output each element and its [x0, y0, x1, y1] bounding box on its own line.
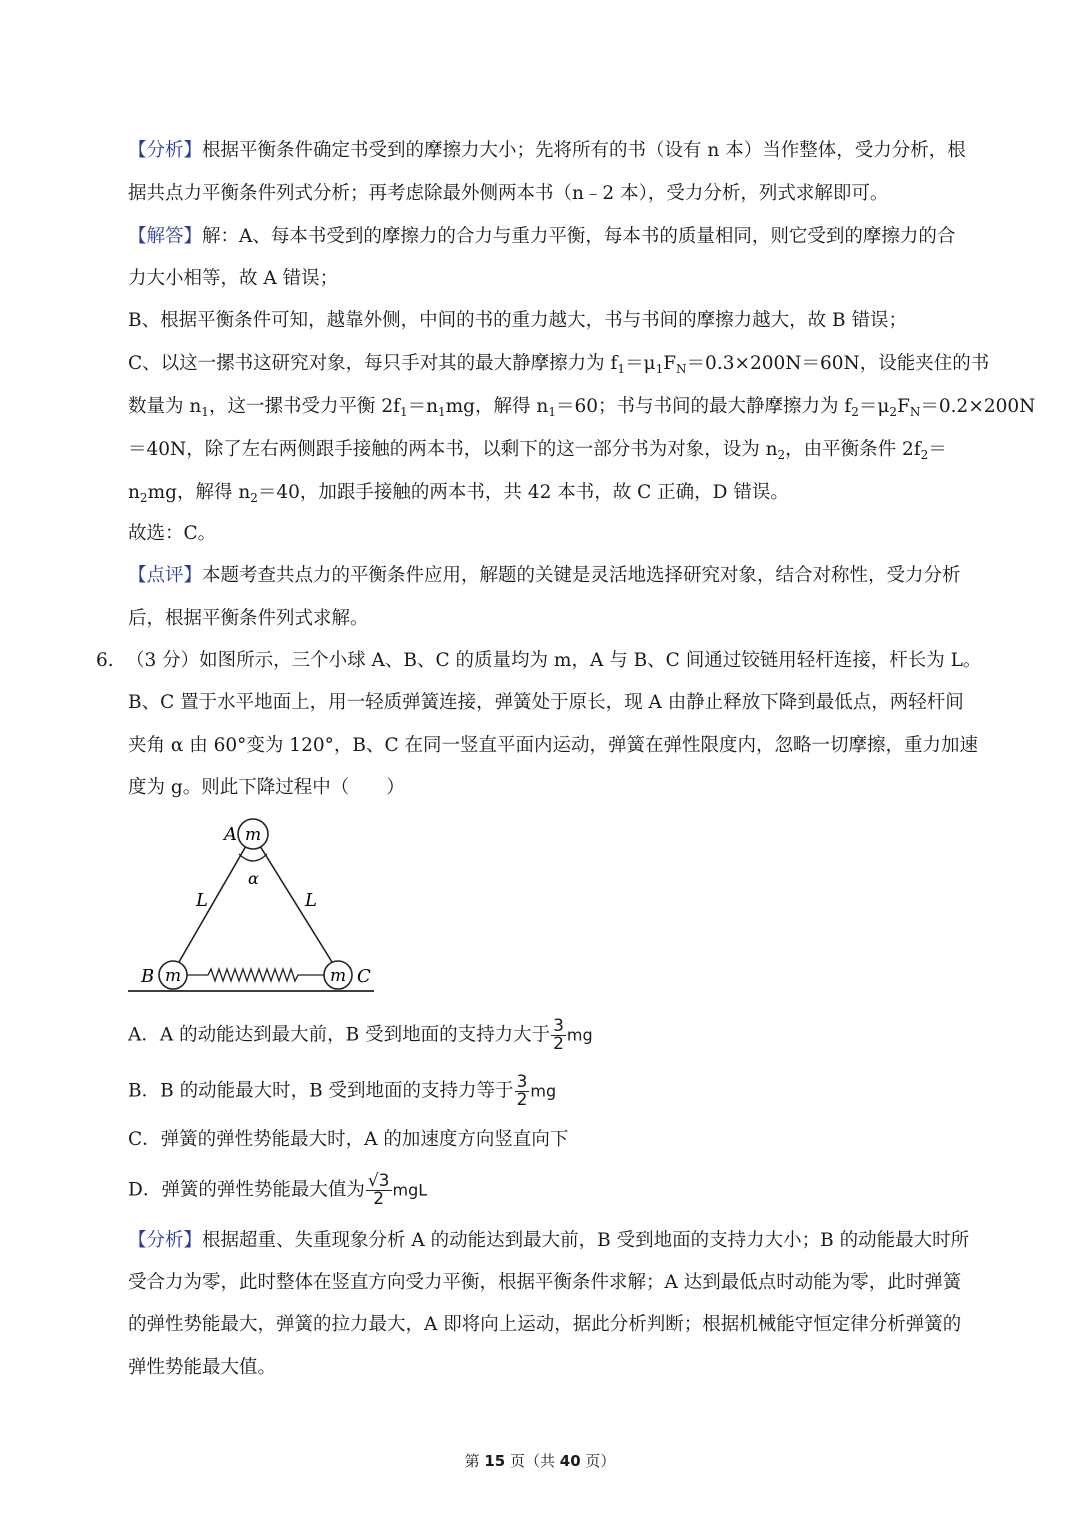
option-d-text: D．弹簧的弹性势能最大值为	[128, 1179, 365, 1201]
solution-paragraph	[128, 224, 955, 250]
option-c-text: C．弹簧的弹性势能最大时，A 的加速度方向竖直向下	[128, 1129, 569, 1150]
subscript: 1	[655, 362, 664, 376]
text-line: 弹性势能最大值。	[128, 1357, 277, 1378]
text: ＝60；书与书间的最大静摩擦力为 f	[555, 396, 852, 417]
text-line: 受合力为零，此时整体在竖直方向受力平衡，根据平衡条件求解；A 达到最低点时动能为零，此时弹簧	[128, 1272, 962, 1293]
spring	[186, 969, 324, 981]
footer-suffix: 页）	[580, 1452, 616, 1470]
solution-tag: 【解答】	[128, 226, 203, 247]
text: ＝40，加跟手接触的两本书，共 42 本书，故 C 正确，D 错误。	[257, 482, 789, 503]
option-c[interactable]	[128, 1127, 568, 1153]
text: ，这一摞书受力平衡 2f	[208, 396, 400, 417]
text-line: 度为 g。则此下降过程中（ ）	[128, 777, 405, 798]
subscript: 2	[920, 448, 929, 462]
text-line: 夹角 α 由 60°变为 120°，B、C 在同一竖直平面内运动，弹簧在弹性限度内，忽略一切摩擦，重力加速	[128, 735, 979, 756]
subscript: 2	[139, 491, 148, 505]
triangle-spring-figure	[126, 814, 378, 996]
text: （3 分）如图所示，三个小球 A、B、C 的质量均为 m，A 与 B、C 间通过铰链用轻杆连接，杆长为 L。	[126, 650, 982, 671]
subscript: 1	[399, 405, 408, 419]
subscript: 1	[201, 405, 209, 419]
fraction-sqrt3-halves	[366, 1173, 392, 1208]
text: n	[128, 482, 140, 503]
analysis-tag: 【分析】	[128, 1230, 203, 1251]
point-label-C: C	[357, 966, 371, 987]
text-line: 解：A、每本书受到的摩擦力的合力与重力平衡，每本书的质量相同，则它受到的摩擦力的合	[202, 226, 956, 247]
subscript: 2	[250, 491, 258, 505]
subscript: 2	[851, 405, 859, 419]
unit-mgL: mgL	[392, 1180, 428, 1200]
subscript: 2	[777, 448, 786, 462]
mass-label-C: m	[329, 966, 347, 986]
question-number: 6.	[96, 650, 114, 671]
numerator: 3	[516, 1072, 528, 1092]
text: ＝n	[407, 396, 438, 417]
fraction-three-halves	[551, 1018, 566, 1053]
footer-prefix: 第	[464, 1452, 485, 1470]
angle-label: α	[248, 869, 259, 888]
denominator: 2	[516, 1090, 528, 1110]
subscript: 2	[889, 405, 898, 419]
numerator: √3	[367, 1171, 390, 1191]
text: ＝0.2×200N	[920, 396, 1036, 417]
analysis-paragraph-2	[128, 1228, 969, 1254]
text: ＝40N，除了左右两侧跟手接触的两本书，以剩下的这一部分书为对象，设为 n	[128, 439, 778, 460]
text: ＝	[928, 439, 947, 460]
question-6-first-line	[96, 648, 981, 674]
rod-label-right: L	[305, 890, 317, 911]
text: 数量为 n	[128, 396, 202, 417]
text-line: 根据平衡条件确定书受到的摩擦力大小；先将所有的书（设有 n 本）当作整体，受力分析，根	[202, 140, 966, 161]
analysis-paragraph-1	[128, 138, 966, 164]
analysis-tag: 【分析】	[128, 140, 203, 161]
subscript: 1	[438, 405, 446, 419]
mass-label-B: m	[164, 966, 182, 986]
fraction-three-halves	[515, 1074, 530, 1109]
equation-line	[128, 437, 947, 463]
rod-right	[260, 846, 332, 962]
rod-label-left: L	[196, 890, 208, 911]
text-line: B、根据平衡条件可知，越靠外侧，中间的书的重力越大，书与书间的摩擦力越大，故 B 错误；	[128, 310, 907, 331]
rod-left	[179, 846, 246, 962]
text-line: 力大小相等，故 A 错误；	[128, 268, 339, 289]
option-d[interactable]	[128, 1173, 427, 1208]
numerator: 3	[553, 1016, 564, 1036]
option-a[interactable]	[128, 1018, 593, 1053]
answer-choice-line: 故选：C。	[128, 523, 217, 544]
denominator: 2	[373, 1189, 385, 1209]
subscript: 1	[548, 405, 556, 419]
point-label-B: B	[141, 966, 155, 987]
text-line: 根据超重、失重现象分析 A 的动能达到最大前，B 受到地面的支持力大小；B 的动能最大时所	[202, 1230, 970, 1251]
equation-line	[128, 351, 989, 377]
text-line: 的弹性势能最大，弹簧的拉力最大，A 即将向上运动，据此分析判断；根据机械能守恒定律分析弹簧的	[128, 1314, 962, 1335]
option-a-text: A．A 的动能达到最大前，B 受到地面的支持力大于	[128, 1024, 551, 1046]
denominator: 2	[553, 1034, 564, 1054]
option-b[interactable]	[128, 1074, 556, 1109]
subscript: 1	[617, 362, 626, 376]
text-line: 本题考查共点力的平衡条件应用，解题的关键是灵活地选择研究对象，结合对称性，受力分析	[202, 565, 961, 586]
page-number: 15	[484, 1452, 506, 1470]
text: mg，解得 n	[445, 396, 549, 417]
equation-line	[128, 480, 789, 506]
mass-label-A: m	[244, 825, 262, 845]
footer-mid: 页（共	[505, 1452, 560, 1470]
subscript: N	[676, 362, 687, 376]
text-line: 后，根据平衡条件列式求解。	[128, 608, 369, 629]
text-line: B、C 置于水平地面上，用一轻质弹簧连接，弹簧处于原长，现 A 由静止释放下降到最低点，两轻杆间	[128, 692, 964, 713]
text: ＝μ	[625, 353, 656, 374]
subscript: N	[909, 405, 921, 419]
text: F	[897, 396, 910, 417]
text: ，由平衡条件 2f	[785, 439, 921, 460]
text: mg，解得 n	[147, 482, 251, 503]
total-pages: 40	[559, 1452, 581, 1470]
comment-paragraph	[128, 563, 961, 589]
unit-mg: mg	[530, 1081, 557, 1101]
text-line: 据共点力平衡条件列式分析；再考虑除最外侧两本书（n﹣2 本），受力分析，列式求解即可。	[128, 183, 889, 204]
point-label-A: A	[224, 824, 237, 845]
unit-mg: mg	[566, 1025, 593, 1045]
text: F	[663, 353, 677, 374]
angle-arc	[239, 854, 267, 861]
text: ＝0.3×200N＝60N，设能夹住的书	[686, 353, 990, 374]
page-footer	[0, 1450, 1080, 1471]
text: ＝μ	[858, 396, 890, 417]
option-b-text: B．B 的动能最大时，B 受到地面的支持力等于	[128, 1080, 514, 1102]
text: C、以这一摞书这研究对象，每只手对其的最大静摩擦力为 f	[128, 353, 618, 374]
comment-tag: 【点评】	[128, 565, 203, 586]
equation-line	[128, 394, 1035, 420]
